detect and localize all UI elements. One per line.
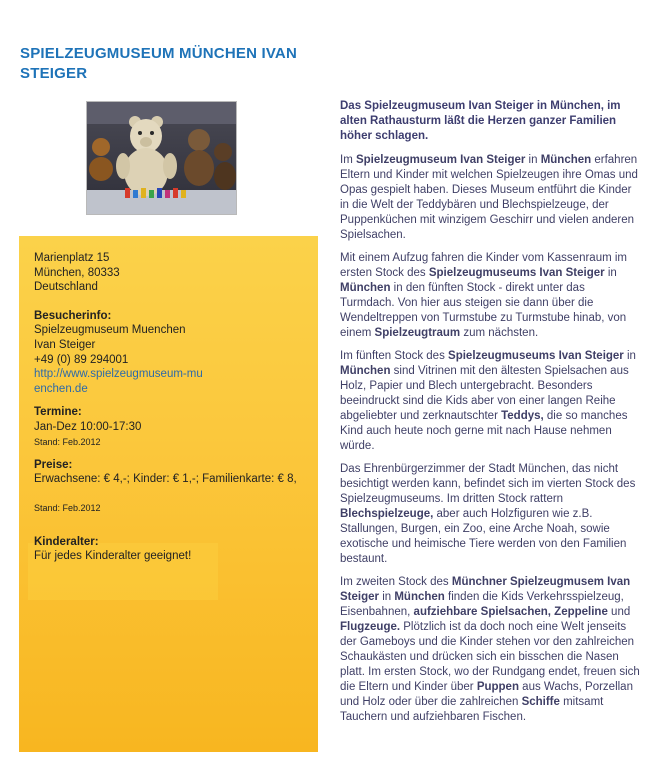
text-run: Im zweiten Stock des: [340, 576, 452, 588]
article-lead: Das Spielzeugmuseum Ivan Steiger in München, im alten Rathausturm läßt die Herzen ganzer Familien höher schlagen.: [340, 100, 621, 142]
bold-phrase: Spielzeugmuseums Ivan Steiger: [448, 350, 624, 362]
address-line: Deutschland: [34, 281, 98, 294]
bold-phrase: Spielzeugmuseums Ivan Steiger: [428, 267, 605, 279]
bold-phrase: Spielzeugmuseum Ivan Steiger: [355, 154, 526, 166]
besucherinfo-line: Ivan Steiger: [34, 338, 96, 351]
page-title: SPIELZEUGMUSEUM MÜNCHEN IVAN STEIGER: [20, 45, 297, 82]
text-run: in: [604, 267, 617, 279]
website-link[interactable]: http://www.spielzeugmuseum-muenchen.de: [34, 368, 203, 395]
text-run: Mit einem Aufzug fahren die Kinder vom Kassenraum im ersten Stock des: [340, 252, 627, 279]
article-paragraph: [340, 251, 640, 341]
text-run: Das Ehrenbürgerzimmer der Stadt München, das nicht besichtigt werden kann, befindet sich im vierten Stock des Spielzeugmuseums. Im dritten Stock rattern: [340, 463, 636, 505]
bold-phrase: Schiffe: [521, 696, 560, 708]
bold-phrase: aufziehbare Spielsachen,: [413, 606, 551, 618]
besucherinfo-line: Spielzeugmuseum Muenchen: [34, 324, 186, 337]
preise-value: Erwachsene: € 4,-; Kinder: € 1,-; Familienkarte: € 8,: [34, 473, 297, 486]
text-run: in: [525, 154, 541, 166]
bold-phrase: Zeppeline: [554, 606, 608, 618]
text-run: Im fünften Stock des: [340, 350, 449, 362]
text-run: in: [623, 350, 636, 362]
stand-note: Stand: Feb.2012: [34, 502, 101, 513]
besucherinfo-label: Besucherinfo:: [34, 309, 112, 322]
text-run: finden die Kids Verkehrsspielzeug, Eisenbahnen,: [340, 591, 624, 618]
text-run: in den fünften Stock - direkt unter das Turmdach. Von hier aus steigen sie dann über die Wendeltreppen von Turmstube zu Turmstube hinab, von einem: [340, 282, 627, 339]
text-run: aus Wachs, Porzellan und Holz oder über die zahlreichen: [340, 681, 633, 708]
article-paragraph: [340, 462, 640, 567]
text-run: und: [607, 606, 631, 618]
bold-phrase: Blechspielzeuge,: [340, 508, 434, 520]
address-line: Marienplatz 15: [34, 252, 110, 264]
text-run: erfahren Eltern und Kinder mit welchen Spielzeugen ihre Omas und Opas gespielt haben. Dieses Museum entführt die Kinder in die Welt der Teddybären und Blechspielzeuge, der Puppenküchen mit winzigem Geschirr und vielen anderen Spielsachen.: [340, 154, 638, 241]
article-paragraph: [340, 575, 640, 725]
bold-phrase: München: [340, 282, 391, 294]
address-line: München, 80333: [34, 266, 120, 279]
termine-value: Jan-Dez 10:00-17:30: [34, 420, 142, 433]
text-run: aber auch Holzfiguren wie z.B. Stallungen, Burgen, ein Zoo, eine Arche Noah, sowie exotische und heimische Tiere werden von den Familien bestaunt.: [340, 508, 627, 565]
stand-note: Stand: Feb.2012: [34, 436, 101, 447]
bold-phrase: Teddys,: [501, 410, 544, 422]
text-run: sind Vitrinen mit den ältesten Spielsachen aus Holz, Papier und Blech untergebracht. Besonders beeindruckt sind die Kids aber von einer langen Reihe abgeliebter und zerknautschter: [340, 365, 629, 422]
phone-number: +49 (0) 89 294001: [34, 353, 129, 366]
article-paragraph: [340, 153, 640, 243]
bold-phrase: Münchner Spielzeugmusem Ivan Steiger: [340, 576, 631, 603]
text-run: in: [379, 591, 395, 603]
bold-phrase: München: [340, 365, 391, 377]
text-run: mitsamt Tauchern und aufziehbaren Fischen.: [340, 696, 604, 723]
bold-phrase: Spielzeugtraum: [374, 327, 461, 339]
museum-photo: [86, 101, 237, 215]
text-run: Plötzlich ist da doch noch eine Welt jenseits der Gameboys und die Kinder stehen vor den zahlreichen Schaukästen und drücken sich ein bisschen die Nasen platt. Im ersten Stock, wo der Rundgang endet, freuen sich die Eltern und Kinder über: [340, 621, 640, 693]
info-panel: [34, 251, 314, 564]
bold-phrase: Flugzeuge.: [340, 621, 401, 633]
termine-label: Termine:: [34, 406, 82, 419]
bold-phrase: München: [540, 154, 592, 166]
text-run: die so manches Kind auch heute noch gerne mit nach Hause nehmen würde.: [340, 410, 628, 452]
bold-phrase: München: [394, 591, 445, 603]
text-run: Im: [340, 154, 356, 166]
kinderalter-value: Für jedes Kinderalter geeignet!: [34, 550, 192, 563]
article: [340, 99, 640, 733]
teddy-bear-exhibit-photo-icon: [87, 102, 236, 214]
article-paragraph: [340, 349, 640, 454]
kinderalter-label: Kinderalter:: [34, 535, 99, 548]
bold-phrase: Puppen: [476, 681, 519, 693]
preise-label: Preise:: [34, 458, 73, 471]
text-run: zum nächsten.: [460, 327, 539, 339]
